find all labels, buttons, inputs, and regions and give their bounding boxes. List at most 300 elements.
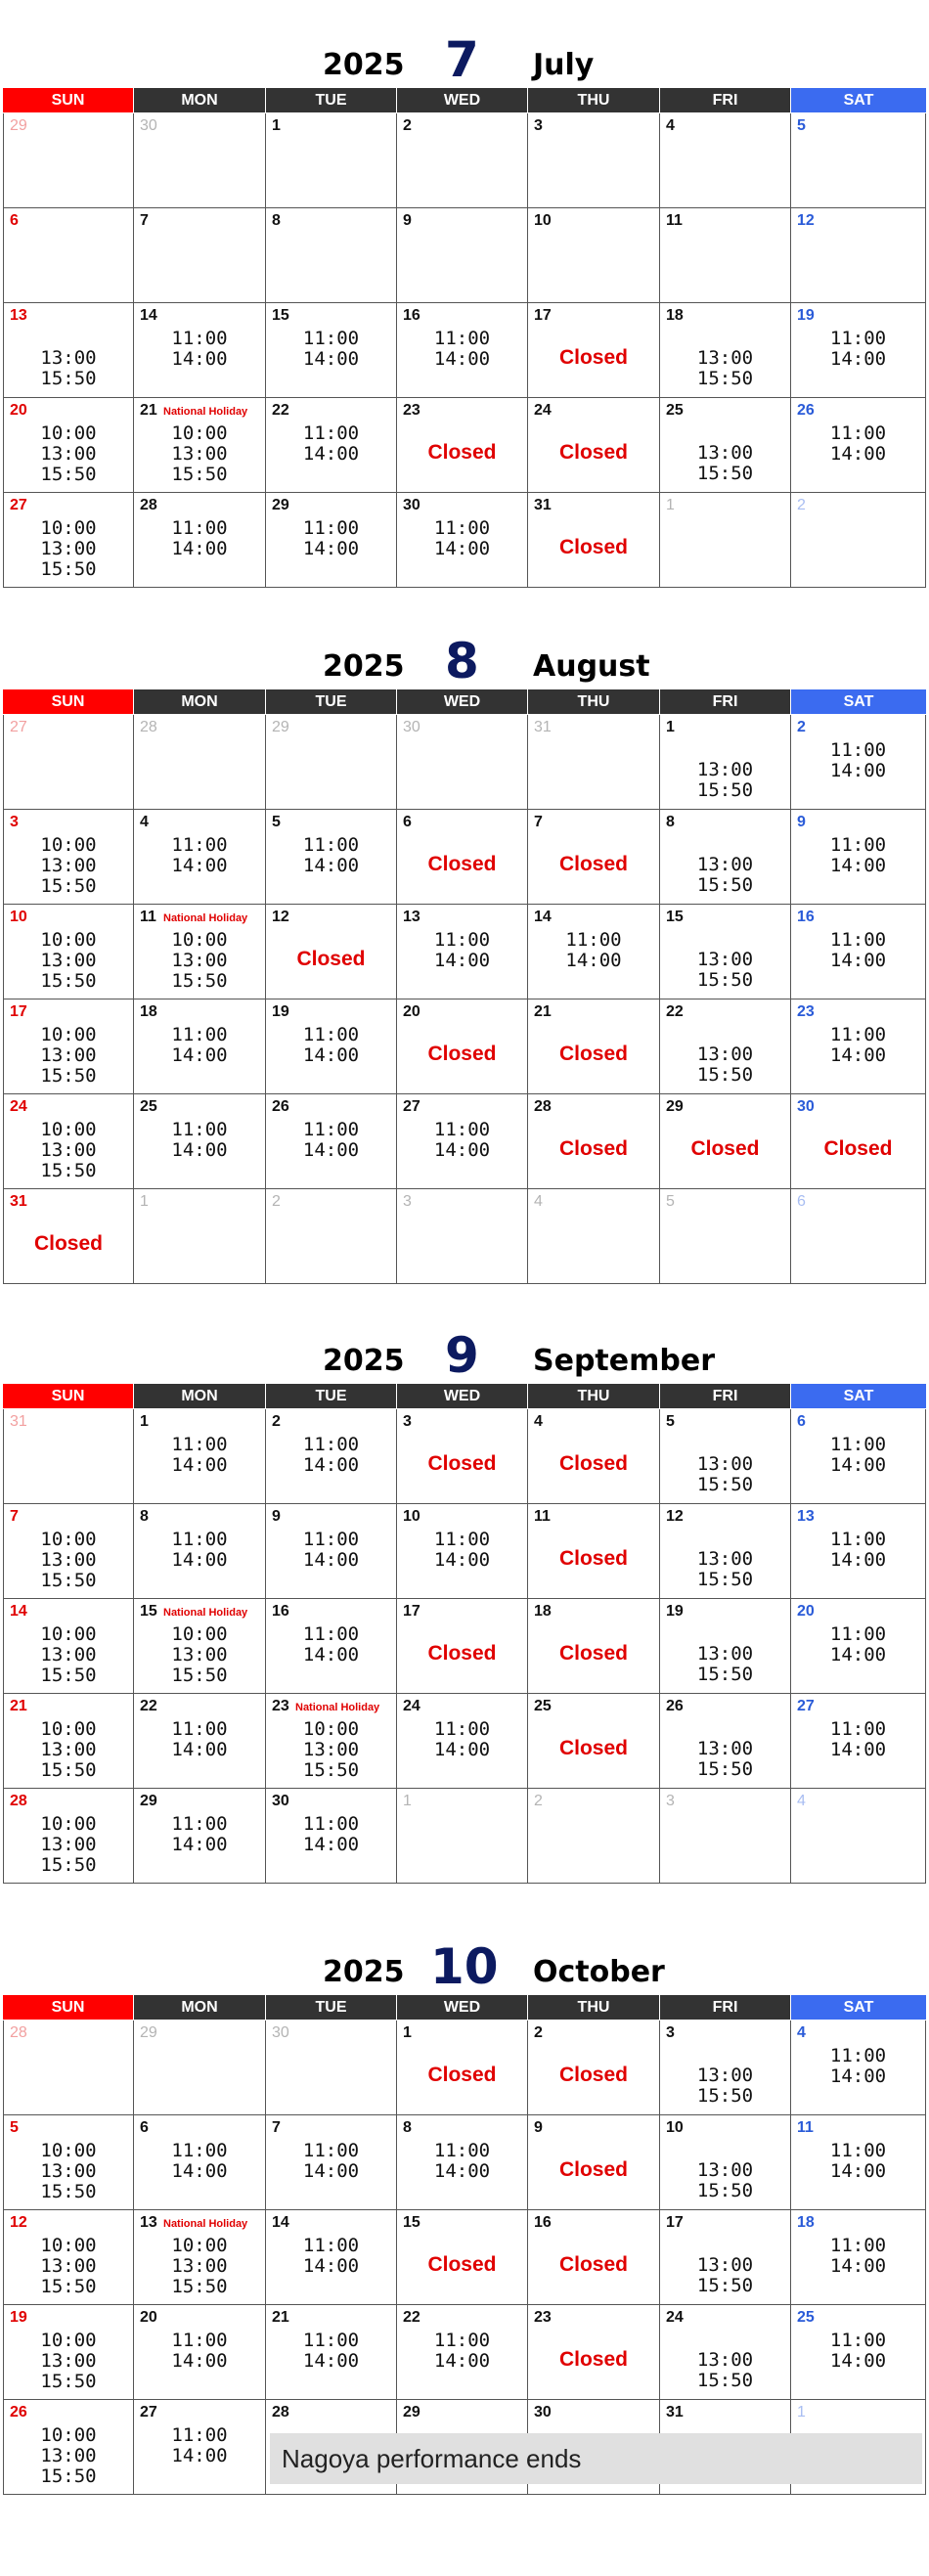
showtimes: 11:00 14:00 [433, 517, 491, 559]
day-cell[interactable] [791, 1694, 926, 1789]
day-number: 25 [140, 1098, 157, 1115]
day-number: 30 [403, 497, 420, 513]
day-cell[interactable] [528, 113, 660, 208]
day-cell[interactable] [134, 493, 266, 588]
day-cell[interactable] [660, 113, 791, 208]
day-cell[interactable] [791, 398, 926, 493]
day-cell[interactable] [528, 2305, 660, 2400]
day-cell[interactable] [528, 1694, 660, 1789]
month-year: 2025 [323, 649, 405, 684]
day-cell[interactable] [134, 1189, 266, 1284]
weekday-header-sun: SUN [3, 88, 133, 112]
day-number: 23 [403, 402, 420, 419]
day-number: 4 [797, 1793, 806, 1809]
closed-label: Closed [558, 2158, 628, 2181]
day-cell[interactable] [791, 113, 926, 208]
showtimes: 11:00 14:00 [171, 328, 228, 370]
national-holiday-label: National Holiday [163, 2218, 248, 2230]
day-cell[interactable] [3, 2021, 134, 2115]
day-number: 13 [797, 1508, 815, 1525]
day-cell[interactable] [397, 2210, 528, 2305]
day-cell[interactable] [660, 1504, 791, 1599]
day-cell[interactable] [791, 715, 926, 810]
showtimes: 11:00 14:00 [433, 2140, 491, 2182]
day-cell[interactable] [266, 2021, 397, 2115]
closed-label: Closed [558, 1043, 628, 1065]
showtimes: 13:00 15:50 [696, 2065, 754, 2107]
day-number: 17 [10, 1003, 27, 1020]
closed-label: Closed [427, 2253, 497, 2276]
day-number: 23 [797, 1003, 815, 1020]
day-cell[interactable] [266, 1504, 397, 1599]
month-number: 7 [445, 31, 479, 88]
day-number: 5 [797, 117, 806, 134]
month-year: 2025 [323, 1955, 405, 1989]
closed-label: Closed [558, 2348, 628, 2371]
day-cell[interactable] [397, 493, 528, 588]
day-cell[interactable] [3, 493, 134, 588]
showtimes: 11:00 14:00 [302, 1119, 360, 1161]
day-cell[interactable] [528, 2115, 660, 2210]
day-cell[interactable] [528, 303, 660, 398]
day-number: 3 [534, 117, 543, 134]
weekday-header-sat: SAT [791, 1384, 926, 1408]
day-cell[interactable] [397, 208, 528, 303]
day-cell[interactable] [528, 1789, 660, 1884]
day-number: 31 [10, 1413, 27, 1430]
weekday-header-thu: THU [528, 1384, 659, 1408]
day-cell[interactable] [3, 810, 134, 905]
closed-label: Closed [427, 1043, 497, 1065]
day-number: 1 [140, 1413, 149, 1430]
day-cell[interactable] [266, 905, 397, 999]
showtimes: 11:00 14:00 [433, 1119, 491, 1161]
day-cell[interactable] [791, 1409, 926, 1504]
showtimes: 11:00 14:00 [829, 2235, 887, 2277]
day-cell[interactable] [528, 1409, 660, 1504]
day-cell[interactable] [266, 715, 397, 810]
day-cell[interactable] [528, 208, 660, 303]
day-number: 30 [534, 2404, 552, 2421]
day-cell[interactable] [397, 398, 528, 493]
day-cell[interactable] [791, 1094, 926, 1189]
day-number: 29 [10, 117, 27, 134]
day-cell[interactable] [266, 1789, 397, 1884]
day-number: 11 [797, 2119, 814, 2136]
day-cell[interactable] [660, 810, 791, 905]
day-cell[interactable] [528, 905, 660, 999]
day-cell[interactable] [660, 1694, 791, 1789]
day-cell[interactable] [791, 810, 926, 905]
month-name: September [533, 1344, 715, 1378]
day-cell[interactable] [528, 493, 660, 588]
day-cell[interactable] [791, 208, 926, 303]
day-cell[interactable] [266, 810, 397, 905]
day-cell[interactable] [660, 1409, 791, 1504]
day-number: 15 [272, 307, 289, 324]
day-number: 1 [797, 2404, 806, 2421]
day-number: 11 [666, 212, 683, 229]
showtimes: 10:00 13:00 15:50 [40, 929, 97, 992]
day-number: 29 [403, 2404, 420, 2421]
day-cell[interactable] [397, 1409, 528, 1504]
day-cell[interactable] [3, 303, 134, 398]
day-cell[interactable] [134, 715, 266, 810]
day-number: 21 [10, 1698, 27, 1714]
day-cell[interactable] [3, 905, 134, 999]
day-cell[interactable] [134, 1094, 266, 1189]
day-cell[interactable] [134, 2115, 266, 2210]
showtimes: 10:00 13:00 15:50 [40, 1813, 97, 1876]
national-holiday-label: National Holiday [163, 406, 248, 418]
day-cell[interactable] [660, 905, 791, 999]
day-cell[interactable] [3, 1189, 134, 1284]
day-cell[interactable] [397, 905, 528, 999]
day-cell[interactable] [3, 1504, 134, 1599]
day-number: 20 [140, 2309, 157, 2326]
day-cell[interactable] [266, 999, 397, 1094]
day-number: 29 [666, 1098, 684, 1115]
weekday-header-thu: THU [528, 689, 659, 714]
day-number: 28 [534, 1098, 552, 1115]
day-number: 28 [10, 1793, 27, 1809]
closed-label: Closed [690, 1137, 760, 1160]
day-number: 28 [140, 497, 157, 513]
day-cell[interactable] [791, 1189, 926, 1284]
day-cell[interactable] [397, 1094, 528, 1189]
day-number: 10 [403, 1508, 420, 1525]
day-cell[interactable] [134, 905, 266, 999]
showtimes: 11:00 14:00 [433, 2330, 491, 2372]
day-cell[interactable] [3, 2115, 134, 2210]
day-cell[interactable] [266, 113, 397, 208]
day-cell[interactable] [134, 208, 266, 303]
month-name: October [533, 1955, 665, 1989]
showtimes: 10:00 13:00 15:50 [302, 1718, 360, 1781]
month-number: 10 [430, 1938, 499, 1995]
showtimes: 11:00 14:00 [829, 2045, 887, 2087]
closed-label: Closed [558, 346, 628, 369]
showtimes: 13:00 15:50 [696, 2159, 754, 2201]
day-number: 18 [797, 2214, 815, 2231]
day-cell[interactable] [528, 398, 660, 493]
day-cell[interactable] [3, 1789, 134, 1884]
showtimes: 11:00 14:00 [829, 1024, 887, 1066]
day-number: 2 [272, 1413, 281, 1430]
day-number: 31 [534, 497, 552, 513]
day-cell[interactable] [397, 2305, 528, 2400]
day-cell[interactable] [266, 303, 397, 398]
day-cell[interactable] [3, 1694, 134, 1789]
day-number: 27 [403, 1098, 420, 1115]
closed-label: Closed [823, 1137, 893, 1160]
day-cell[interactable] [3, 715, 134, 810]
closed-label: Closed [558, 2064, 628, 2086]
day-number: 27 [797, 1698, 815, 1714]
month-year: 2025 [323, 1344, 405, 1378]
showtimes: 11:00 14:00 [433, 1718, 491, 1760]
day-cell[interactable] [660, 1189, 791, 1284]
showtimes: 11:00 14:00 [433, 328, 491, 370]
day-number: 27 [10, 497, 27, 513]
day-number: 30 [272, 1793, 289, 1809]
day-cell[interactable] [660, 2021, 791, 2115]
closed-label: Closed [558, 1547, 628, 1570]
day-cell[interactable] [791, 1599, 926, 1694]
day-cell[interactable] [397, 999, 528, 1094]
showtimes: 11:00 14:00 [829, 929, 887, 971]
day-cell[interactable] [528, 999, 660, 1094]
day-number: 6 [797, 1193, 806, 1210]
day-cell[interactable] [266, 2305, 397, 2400]
day-cell[interactable] [134, 1694, 266, 1789]
day-cell[interactable] [660, 2305, 791, 2400]
day-number: 8 [403, 2119, 412, 2136]
month-name: August [533, 649, 650, 684]
day-number: 9 [272, 1508, 281, 1525]
weekday-header-wed: WED [397, 88, 527, 112]
day-cell[interactable] [3, 1409, 134, 1504]
day-cell[interactable] [660, 398, 791, 493]
day-cell[interactable] [397, 1789, 528, 1884]
day-cell[interactable] [134, 113, 266, 208]
showtimes: 10:00 13:00 15:50 [40, 1718, 97, 1781]
day-cell[interactable] [791, 493, 926, 588]
closed-label: Closed [427, 441, 497, 464]
day-cell[interactable] [791, 303, 926, 398]
weekday-header-mon: MON [134, 1995, 265, 2020]
day-cell[interactable] [528, 2210, 660, 2305]
day-cell[interactable] [397, 715, 528, 810]
day-cell[interactable] [266, 208, 397, 303]
day-number: 12 [10, 2214, 27, 2231]
closed-label: Closed [558, 853, 628, 875]
day-number: 3 [10, 814, 19, 830]
day-number: 18 [534, 1603, 552, 1620]
day-number: 25 [534, 1698, 552, 1714]
day-number: 9 [797, 814, 806, 830]
showtimes: 11:00 14:00 [302, 517, 360, 559]
closed-label: Closed [558, 1737, 628, 1759]
day-cell[interactable] [397, 1504, 528, 1599]
day-number: 12 [666, 1508, 684, 1525]
day-number: 15 [666, 909, 684, 925]
day-cell[interactable] [266, 1599, 397, 1694]
showtimes: 11:00 14:00 [171, 1434, 228, 1476]
weekday-header-sun: SUN [3, 689, 133, 714]
day-cell[interactable] [528, 810, 660, 905]
day-cell[interactable] [3, 1599, 134, 1694]
day-number: 19 [272, 1003, 289, 1020]
day-cell[interactable] [134, 2021, 266, 2115]
day-cell[interactable] [266, 2115, 397, 2210]
day-cell[interactable] [266, 1694, 397, 1789]
showtimes: 13:00 15:50 [696, 759, 754, 801]
showtimes: 10:00 13:00 15:50 [40, 422, 97, 485]
day-number: 15 [403, 2214, 420, 2231]
day-cell[interactable] [3, 2305, 134, 2400]
day-number: 2 [403, 117, 412, 134]
showtimes: 11:00 14:00 [829, 1623, 887, 1666]
day-cell[interactable] [266, 398, 397, 493]
showtimes: 10:00 13:00 15:50 [40, 1119, 97, 1181]
day-number: 7 [10, 1508, 19, 1525]
day-cell[interactable] [266, 2210, 397, 2305]
closed-label: Closed [296, 948, 366, 970]
showtimes: 11:00 14:00 [302, 1623, 360, 1666]
weekday-header-sat: SAT [791, 1995, 926, 2020]
day-cell[interactable] [791, 905, 926, 999]
closed-label: Closed [33, 1232, 103, 1255]
weekday-header-thu: THU [528, 88, 659, 112]
showtimes: 11:00 14:00 [829, 834, 887, 876]
showtimes: 10:00 13:00 15:50 [40, 517, 97, 580]
showtimes: 11:00 14:00 [433, 1529, 491, 1571]
day-number: 2 [534, 1793, 543, 1809]
day-cell[interactable] [528, 1599, 660, 1694]
weekday-header-sat: SAT [791, 88, 926, 112]
day-cell[interactable] [791, 2210, 926, 2305]
showtimes: 10:00 13:00 15:50 [171, 2235, 228, 2297]
showtimes: 11:00 14:00 [433, 929, 491, 971]
day-cell[interactable] [397, 303, 528, 398]
day-number: 17 [403, 1603, 420, 1620]
day-cell[interactable] [660, 1599, 791, 1694]
day-number: 24 [403, 1698, 420, 1714]
day-cell[interactable] [3, 2210, 134, 2305]
day-cell[interactable] [660, 1094, 791, 1189]
day-cell[interactable] [397, 113, 528, 208]
day-cell[interactable] [3, 398, 134, 493]
showtimes: 10:00 13:00 15:50 [40, 1623, 97, 1686]
day-number: 16 [272, 1603, 289, 1620]
showtimes: 10:00 13:00 15:50 [40, 1024, 97, 1087]
showtimes: 11:00 14:00 [171, 1529, 228, 1571]
day-cell[interactable] [134, 1504, 266, 1599]
weekday-header-sat: SAT [791, 689, 926, 714]
day-cell[interactable] [791, 2305, 926, 2400]
day-number: 6 [140, 2119, 149, 2136]
day-cell[interactable] [660, 493, 791, 588]
day-cell[interactable] [397, 1189, 528, 1284]
day-number: 13 [10, 307, 27, 324]
showtimes: 10:00 13:00 15:50 [171, 1623, 228, 1686]
day-cell[interactable] [134, 398, 266, 493]
day-number: 12 [272, 909, 289, 925]
day-cell[interactable] [3, 1094, 134, 1189]
day-cell[interactable] [266, 1094, 397, 1189]
day-number: 3 [403, 1413, 412, 1430]
day-cell[interactable] [528, 715, 660, 810]
day-number: 25 [666, 402, 684, 419]
day-cell[interactable] [397, 1599, 528, 1694]
day-cell[interactable] [528, 1189, 660, 1284]
day-cell[interactable] [791, 1504, 926, 1599]
showtimes: 11:00 14:00 [565, 929, 622, 971]
day-number: 16 [797, 909, 815, 925]
day-cell[interactable] [134, 2210, 266, 2305]
day-cell[interactable] [266, 1409, 397, 1504]
day-cell[interactable] [3, 208, 134, 303]
day-number: 12 [797, 212, 815, 229]
showtimes: 11:00 14:00 [171, 1718, 228, 1760]
day-cell[interactable] [528, 2021, 660, 2115]
performance-end-note: Nagoya performance ends [270, 2433, 922, 2484]
showtimes: 11:00 14:00 [302, 2140, 360, 2182]
day-cell[interactable] [660, 2115, 791, 2210]
day-cell[interactable] [134, 2305, 266, 2400]
day-cell[interactable] [397, 2021, 528, 2115]
day-cell[interactable] [134, 1599, 266, 1694]
day-number: 4 [797, 2024, 806, 2041]
day-cell[interactable] [528, 1094, 660, 1189]
showtimes: 11:00 14:00 [171, 1119, 228, 1161]
day-cell[interactable] [134, 1789, 266, 1884]
day-cell[interactable] [3, 113, 134, 208]
day-cell[interactable] [660, 715, 791, 810]
day-cell[interactable] [134, 1409, 266, 1504]
day-cell[interactable] [134, 303, 266, 398]
day-cell[interactable] [528, 1504, 660, 1599]
day-number: 15 [140, 1603, 157, 1620]
day-number: 6 [10, 212, 19, 229]
day-cell[interactable] [660, 303, 791, 398]
day-cell[interactable] [134, 2400, 266, 2495]
day-cell[interactable] [660, 999, 791, 1094]
day-cell[interactable] [266, 493, 397, 588]
day-number: 20 [797, 1603, 815, 1620]
day-cell[interactable] [397, 810, 528, 905]
day-cell[interactable] [134, 810, 266, 905]
closed-label: Closed [427, 2064, 497, 2086]
day-cell[interactable] [397, 2115, 528, 2210]
day-cell[interactable] [791, 1789, 926, 1884]
day-cell[interactable] [3, 2400, 134, 2495]
day-cell[interactable] [266, 1189, 397, 1284]
day-number: 27 [10, 719, 27, 735]
showtimes: 11:00 14:00 [302, 1024, 360, 1066]
showtimes: 11:00 14:00 [302, 2235, 360, 2277]
showtimes: 13:00 15:50 [696, 1548, 754, 1590]
day-number: 2 [534, 2024, 543, 2041]
day-cell[interactable] [791, 2115, 926, 2210]
day-cell[interactable] [660, 1789, 791, 1884]
day-cell[interactable] [3, 999, 134, 1094]
day-number: 31 [666, 2404, 684, 2421]
day-number: 14 [534, 909, 552, 925]
closed-label: Closed [558, 536, 628, 558]
closed-label: Closed [558, 441, 628, 464]
day-number: 7 [534, 814, 543, 830]
day-cell[interactable] [660, 2210, 791, 2305]
day-number: 28 [10, 2024, 27, 2041]
day-cell[interactable] [791, 2021, 926, 2115]
day-number: 28 [140, 719, 157, 735]
day-number: 31 [534, 719, 552, 735]
showtimes: 11:00 14:00 [171, 517, 228, 559]
day-number: 3 [666, 1793, 675, 1809]
day-cell[interactable] [660, 208, 791, 303]
showtimes: 11:00 14:00 [302, 328, 360, 370]
day-cell[interactable] [134, 999, 266, 1094]
day-number: 1 [272, 117, 281, 134]
day-number: 1 [666, 497, 675, 513]
month-name: July [533, 48, 595, 82]
national-holiday-label: National Holiday [163, 1607, 248, 1619]
day-number: 2 [797, 719, 806, 735]
day-cell[interactable] [791, 999, 926, 1094]
day-cell[interactable] [397, 1694, 528, 1789]
